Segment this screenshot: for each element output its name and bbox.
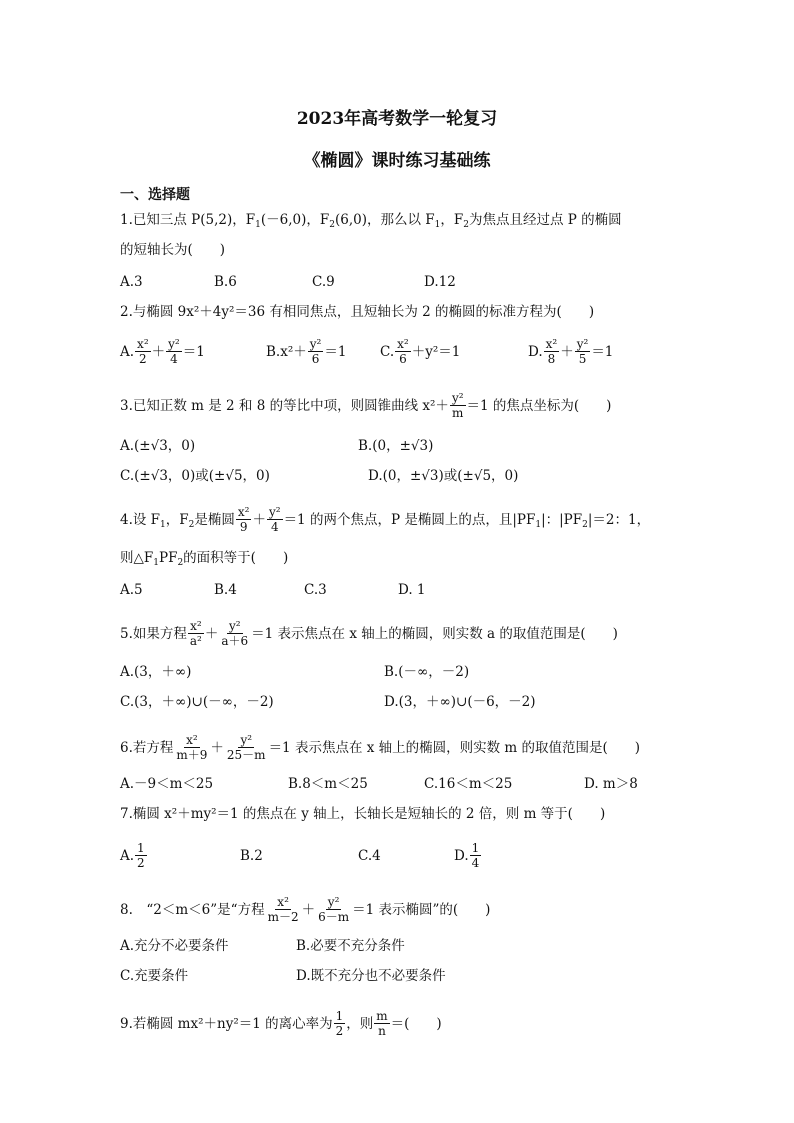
question-8-stem: 8. “2＜m＜6”是“方程 $\frac{\text{x²}}{m-2}$ ＋ $\frac{\text{y²}}{6-m}$ ＝1 表示椭圆”的( ) [120,895,491,924]
question-5-option-b[interactable]: B.(－∞，－2) [384,664,470,680]
question-4-stem: 4.设 $F_1$，$F_2$是椭圆 $\frac{\text{x²}}{9}$ ＋ $\frac{\text{y²}}{4}$ ＝1 的两个焦点，P 是椭圆上的点，且$|PF_1|$：$|PF_2|=2$：1， [120,505,651,534]
question-3-option-d[interactable]: D.(0，±√3)或(±√5，0) [368,468,519,484]
question-8-option-a[interactable]: A.充分不必要条件 [120,938,229,954]
question-2-option-c[interactable]: C. $\frac{\text{x²}}{6}$ ＋y²＝1 [380,337,461,366]
question-6-option-d[interactable]: D. m＞8 [584,776,638,792]
question-1-option-c[interactable]: C.9 [312,274,335,290]
question-1-stem: 1.已知三点 P(5,2)，$F_1(-6,0)$，$F_2(6,0)$，那么以 $F_1$，$F_2$为焦点且经过点 P 的椭圆 [120,212,622,230]
question-7-option-d[interactable]: D. $\frac{1}{4}$ [454,841,480,870]
question-3-option-b[interactable]: B.(0，±√3) [358,438,434,454]
question-7-option-b[interactable]: B.2 [240,848,263,864]
page-subtitle: 《椭圆》课时练习基础练 [303,151,491,171]
question-6-stem: 6.若方程 $\frac{\text{x²}}{m+9}$ ＋ $\frac{\text{y²}}{25-m}$ ＝1 表示焦点在 x 轴上的椭圆，则实数 m 的取值范围是( ) [120,733,641,762]
section-heading: 一、选择题 [120,187,190,203]
question-5-option-a[interactable]: A.(3，＋∞) [120,664,192,680]
question-4-stem-line2: 则$\triangle F_1PF_2$的面积等于( ) [120,550,289,568]
question-2-option-a[interactable]: A. $\frac{\text{x²}}{2}$ ＋ $\frac{\text{y²}}{4}$ ＝1 [120,337,205,366]
question-5-stem: 5.如果方程 $\frac{\text{x²}}{\text{a²}}$ ＋ $\frac{\text{y²}}{a+6}$ ＝1 表示焦点在 x 轴上的椭圆，则实数 a 的取值范围是( ) [120,619,618,648]
question-3-option-c[interactable]: C.(±√3，0)或(±√5，0) [120,468,270,484]
question-6-option-a[interactable]: A.－9＜m＜25 [120,776,214,792]
question-7-stem: 7.椭圆 x²＋my²＝1 的焦点在 y 轴上，长轴长是短轴长的 2 倍，则 m 等于( ) [120,806,606,822]
question-6-option-c[interactable]: C.16＜m＜25 [424,776,513,792]
question-5-option-c[interactable]: C.(3，＋∞)∪(－∞，－2) [120,694,274,710]
question-1-stem-line2: 的短轴长为( ) [120,242,226,258]
question-2-option-d[interactable]: D. $\frac{\text{x²}}{8}$ ＋ $\frac{\text{y²}}{5}$ ＝1 [528,337,614,366]
question-4-option-a[interactable]: A.5 [120,582,143,598]
question-4-option-c[interactable]: C.3 [304,582,327,598]
question-3-option-a[interactable]: A.(±√3，0) [120,438,196,454]
question-5-option-d[interactable]: D.(3，＋∞)∪(－6，－2) [384,694,536,710]
question-6-option-b[interactable]: B.8＜m＜25 [288,776,368,792]
question-8-option-b[interactable]: B.必要不充分条件 [296,938,405,954]
question-9-stem: 9.若椭圆 mx²＋ny²＝1 的离心率为 $\frac{1}{2}$ ，则 $\frac{m}{n}$ ＝( ) [120,1009,442,1038]
question-4-option-b[interactable]: B.4 [214,582,237,598]
page-title: 2023年高考数学一轮复习 [296,109,498,129]
question-7-option-a[interactable]: A. $\frac{1}{2}$ [120,841,145,870]
question-8-option-c[interactable]: C.充要条件 [120,968,189,984]
question-1-option-a[interactable]: A.3 [120,274,143,290]
question-2-option-b[interactable]: B.x²＋ $\frac{\text{y²}}{6}$ ＝1 [266,337,347,366]
question-3-stem: 3.已知正数 m 是 2 和 8 的等比中项，则圆锥曲线 x²＋ $\frac{\text{y²}}{m}$ ＝1 的焦点坐标为( ) [120,391,612,420]
question-1-option-d[interactable]: D.12 [424,274,456,290]
question-1-option-b[interactable]: B.6 [214,274,237,290]
question-4-option-d[interactable]: D. 1 [398,582,426,598]
question-7-option-c[interactable]: C.4 [358,848,381,864]
question-2-stem: 2.与椭圆 9x²＋4y²＝36 有相同焦点，且短轴长为 2 的椭圆的标准方程为( ) [120,304,595,320]
question-8-option-d[interactable]: D.既不充分也不必要条件 [296,968,446,984]
